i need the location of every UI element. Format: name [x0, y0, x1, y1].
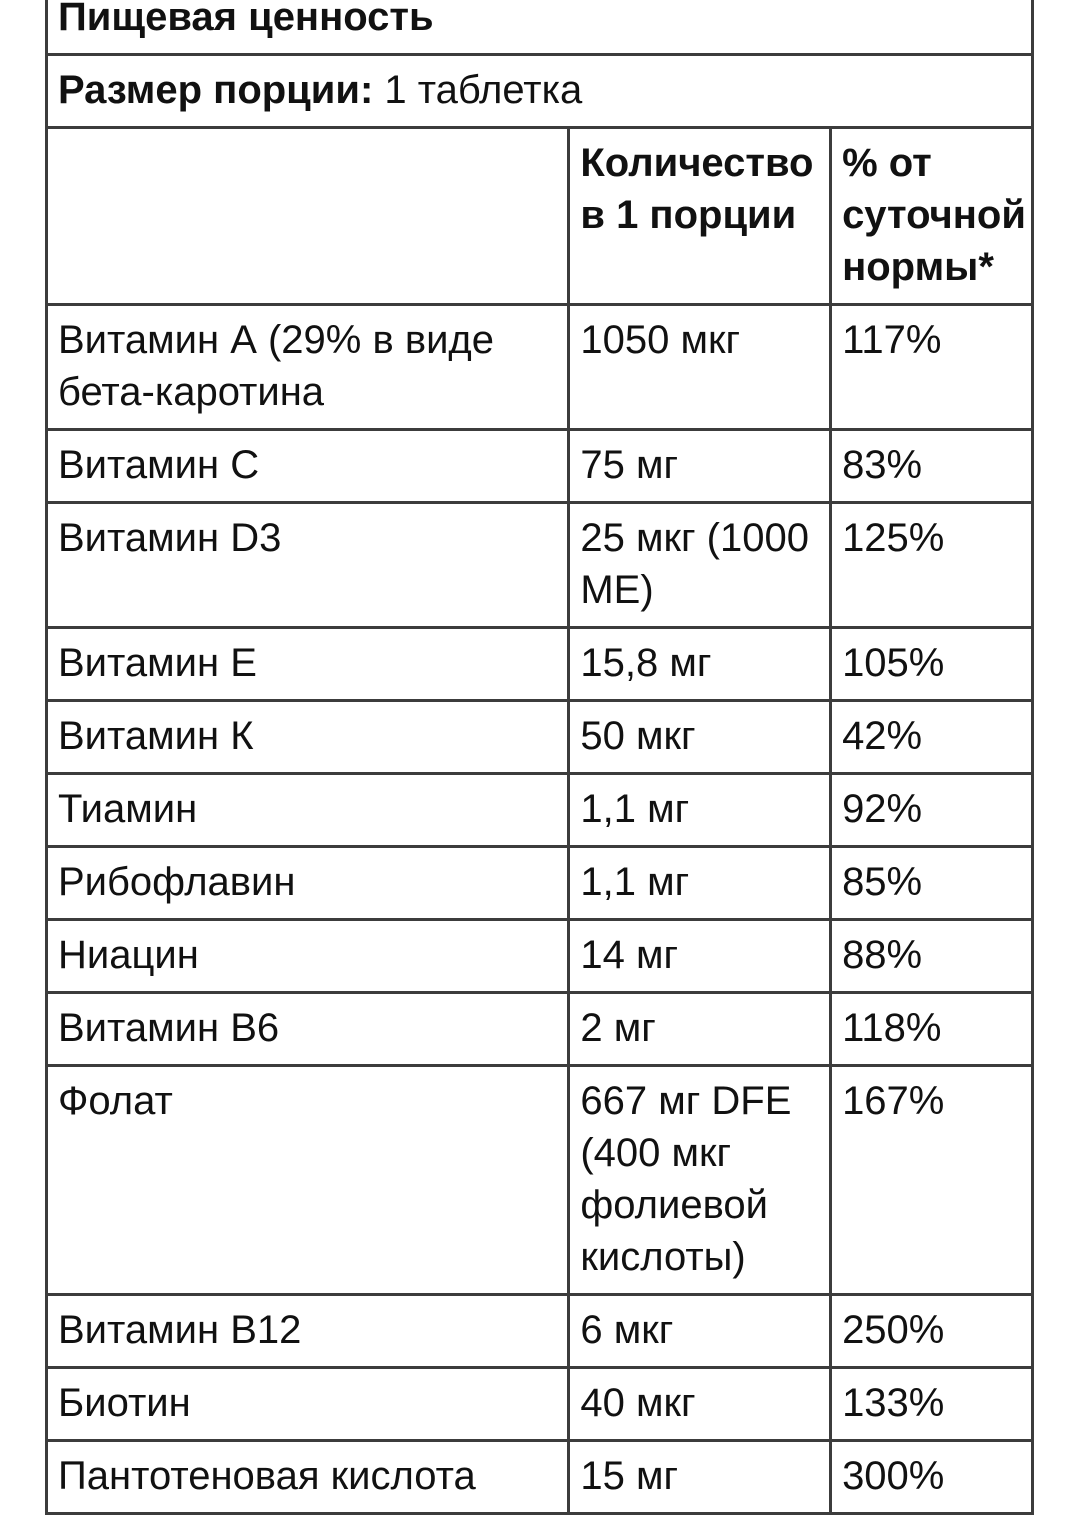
nutrition-facts-panel: [45, 0, 1034, 1515]
nutrient-daily-value: 250%: [831, 1295, 1033, 1368]
nutrient-daily-value: 105%: [831, 628, 1033, 701]
serving-value: 1 таблетка: [384, 68, 583, 112]
nutrient-amount: 40 мкг: [569, 1368, 831, 1441]
nutrient-daily-value: 125%: [831, 503, 1033, 628]
nutrient-daily-value: 83%: [831, 430, 1033, 503]
nutrient-amount: 667 мг DFE (400 мкг фолиевой кислоты): [569, 1066, 831, 1295]
nutrient-name: Витамин В6: [47, 993, 569, 1066]
nutrient-daily-value: 85%: [831, 847, 1033, 920]
serving-size: [47, 55, 1033, 128]
header-nutrient: [47, 128, 569, 305]
nutrient-daily-value: 300%: [831, 1441, 1033, 1514]
table-row: [47, 430, 1033, 503]
table-row: [47, 701, 1033, 774]
nutrient-name: Ниацин: [47, 920, 569, 993]
nutrient-name: Биотин: [47, 1368, 569, 1441]
table-row: [47, 1368, 1033, 1441]
nutrient-daily-value: 117%: [831, 305, 1033, 430]
nutrient-name: Витамин К: [47, 701, 569, 774]
serving-label: Размер порции:: [58, 68, 374, 112]
nutrient-amount: 25 мкг (1000 МЕ): [569, 503, 831, 628]
nutrient-name: Рибофлавин: [47, 847, 569, 920]
nutrient-name: Витамин D3: [47, 503, 569, 628]
nutrient-amount: 1050 мкг: [569, 305, 831, 430]
table-row: [47, 503, 1033, 628]
nutrient-amount: 15 мг: [569, 1441, 831, 1514]
nutrient-name: Тиамин: [47, 774, 569, 847]
table-row: [47, 305, 1033, 430]
nutrient-name: Витамин А (29% в виде бета-каротина: [47, 305, 569, 430]
header-amount: Количество в 1 порции: [569, 128, 831, 305]
nutrient-daily-value: 42%: [831, 701, 1033, 774]
nutrient-name: Пантотеновая кислота: [47, 1441, 569, 1514]
table-row: [47, 993, 1033, 1066]
serving-row: [47, 55, 1033, 128]
title-row: [47, 0, 1033, 55]
nutrient-daily-value: 88%: [831, 920, 1033, 993]
table-title: Пищевая ценность: [47, 0, 1033, 55]
nutrient-amount: 1,1 мг: [569, 774, 831, 847]
header-daily-value: % от суточной нормы*: [831, 128, 1033, 305]
nutrient-amount: 14 мг: [569, 920, 831, 993]
nutrient-amount: 50 мкг: [569, 701, 831, 774]
nutrient-amount: 15,8 мг: [569, 628, 831, 701]
table-row: [47, 1066, 1033, 1295]
nutrient-amount: 6 мкг: [569, 1295, 831, 1368]
nutrient-daily-value: 92%: [831, 774, 1033, 847]
nutrient-name: Витамин В12: [47, 1295, 569, 1368]
nutrient-amount: 75 мг: [569, 430, 831, 503]
nutrient-name: Витамин Е: [47, 628, 569, 701]
nutrient-daily-value: 133%: [831, 1368, 1033, 1441]
table-row: [47, 628, 1033, 701]
nutrient-daily-value: 167%: [831, 1066, 1033, 1295]
nutrient-name: Витамин С: [47, 430, 569, 503]
nutrient-amount: 2 мг: [569, 993, 831, 1066]
table-row: [47, 920, 1033, 993]
table-row: [47, 774, 1033, 847]
nutrient-amount: 1,1 мг: [569, 847, 831, 920]
header-row: [47, 128, 1033, 305]
table-row: [47, 847, 1033, 920]
nutrition-facts-table: [45, 0, 1034, 1515]
table-row: [47, 1441, 1033, 1514]
table-row: [47, 1295, 1033, 1368]
nutrient-daily-value: 118%: [831, 993, 1033, 1066]
nutrient-name: Фолат: [47, 1066, 569, 1295]
